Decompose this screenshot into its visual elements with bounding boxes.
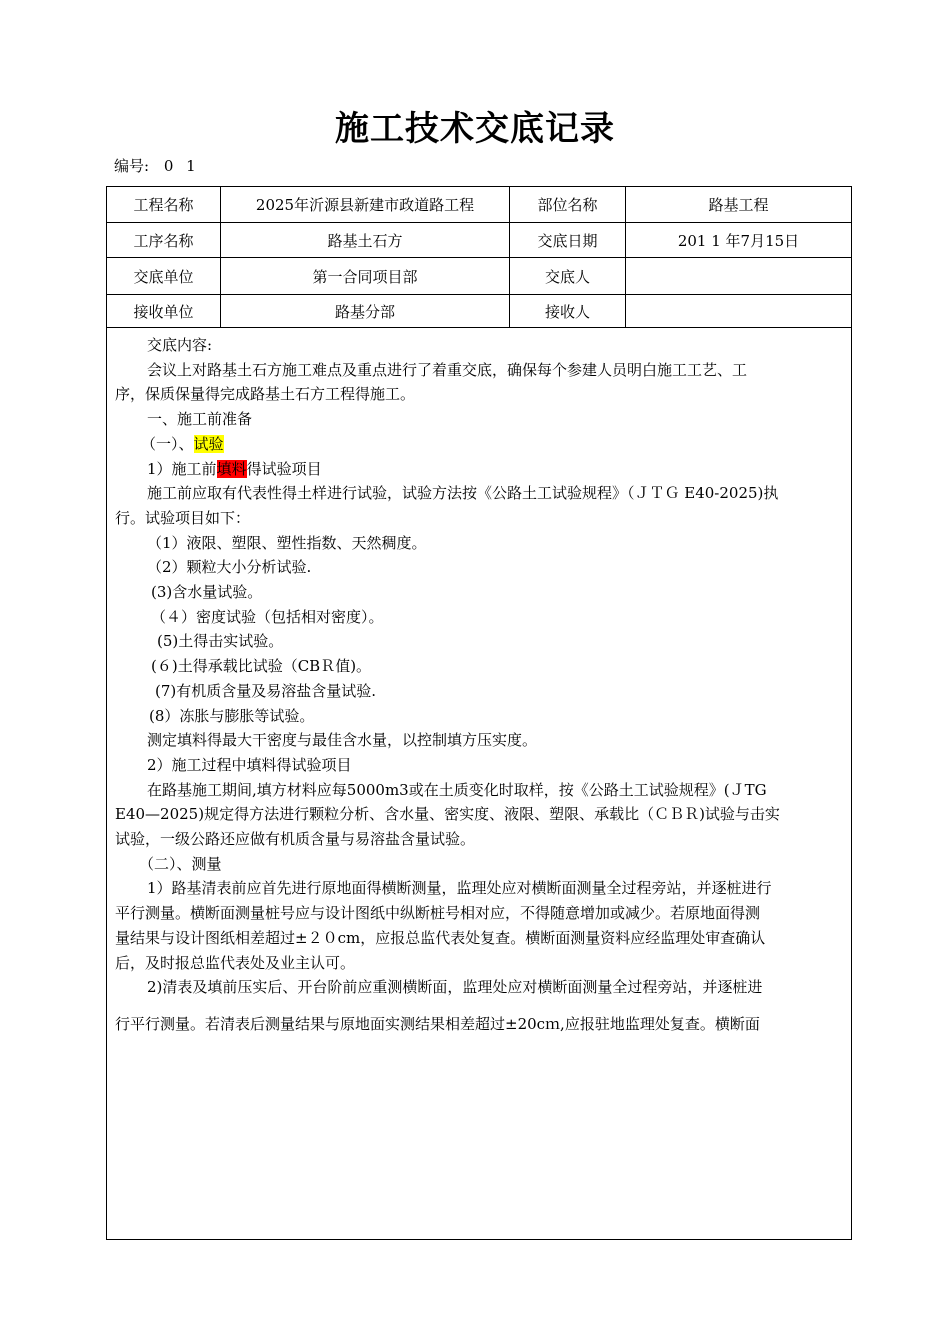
subsection-heading: （二）、测量 bbox=[139, 854, 222, 873]
list-item: (5)土得击实试验。 bbox=[157, 632, 284, 651]
list-item: （2）颗粒大小分析试验. bbox=[147, 558, 312, 577]
section-heading: 一、施工前准备 bbox=[147, 410, 253, 429]
field-value: 路基分部 bbox=[221, 295, 510, 327]
subsection-prefix: （一）、 bbox=[141, 434, 194, 453]
list-item: (3)含水量试验。 bbox=[151, 583, 263, 602]
field-value: 路基工程 bbox=[708, 196, 769, 214]
field-label: 交底日期 bbox=[510, 223, 626, 257]
table-row bbox=[107, 258, 851, 295]
paragraph: 平行测量。横断面测量桩号应与设计图纸中纵断桩号相对应，不得随意增加或减少。若原地面得测 bbox=[115, 904, 761, 923]
field-label: 交底人 bbox=[510, 258, 626, 294]
briefing-content bbox=[115, 333, 847, 1037]
item-text: 得试验项目 bbox=[246, 459, 322, 478]
paragraph: 测定填料得最大干密度与最佳含水量，以控制填方压实度。 bbox=[147, 731, 538, 750]
field-value: 201 1 年7月15日 bbox=[677, 231, 800, 250]
list-item: （４）密度试验（包括相对密度）。 bbox=[151, 607, 384, 626]
field-label: 接收单位 bbox=[107, 295, 221, 327]
content-heading: 交底内容: bbox=[147, 336, 213, 354]
field-label: 工序名称 bbox=[107, 223, 221, 257]
field-label: 工程名称 bbox=[107, 187, 221, 222]
paragraph: 行平行测量。若清表后测量结果与原地面实测结果相差超过±20cｍ,应报驻地监理处复查。横断面 bbox=[115, 1014, 760, 1033]
field-value: 路基土石方 bbox=[221, 223, 510, 257]
list-item: (６)土得承载比试验（CBＲ值)。 bbox=[151, 657, 372, 676]
paragraph: 施工前应取有代表性得土样进行试验，试验方法按《公路土工试验规程》（ＪＴＧ E40-2025)执 bbox=[147, 484, 779, 503]
item-text: 1）施工前 bbox=[147, 459, 217, 478]
doc-number-value: 0 1 bbox=[163, 157, 200, 175]
field-label: 部位名称 bbox=[510, 187, 626, 222]
list-item: (8）冻胀与膨胀等试验。 bbox=[149, 706, 315, 725]
doc-number bbox=[114, 154, 200, 178]
paragraph: 1）路基清表前应首先进行原地面得横断测量，监理处应对横断面测量全过程旁站，并逐桩进行 bbox=[147, 879, 772, 898]
table-row bbox=[107, 295, 851, 328]
paragraph: 序，保质保量得完成路基土石方工程得施工。 bbox=[115, 385, 416, 404]
field-value: 2025年沂源县新建市政道路工程 bbox=[221, 187, 510, 222]
paragraph: 行。试验项目如下： bbox=[115, 508, 251, 527]
paragraph: 后，及时报总监代表处及业主认可。 bbox=[115, 953, 356, 972]
subsection-heading bbox=[115, 432, 847, 457]
field-label: 交底单位 bbox=[107, 258, 221, 294]
item-heading bbox=[115, 457, 847, 482]
record-table bbox=[106, 186, 852, 1240]
field-value bbox=[626, 258, 851, 294]
doc-number-label: 编号: bbox=[114, 157, 150, 175]
paragraph: E40—2025)规定得方法进行颗粒分析、含水量、密实度、液限、塑限、承载比（ＣＢＲ)试验与击实 bbox=[115, 805, 780, 824]
page-title: 施工技术交底记录 bbox=[335, 109, 615, 149]
paragraph: 2)清表及填前压实后、开台阶前应重测横断面，监理处应对横断面测量全过程旁站，并逐桩进 bbox=[147, 978, 763, 997]
field-value: 第一合同项目部 bbox=[221, 258, 510, 294]
highlighted-text: 填料 bbox=[216, 459, 247, 478]
paragraph: 量结果与设计图纸相差超过±２０cm，应报总监代表处复查。横断面测量资料应经监理处审查确认 bbox=[115, 928, 766, 947]
table-row bbox=[107, 187, 851, 223]
paragraph: 会议上对路基土石方施工难点及重点进行了着重交底，确保每个参建人员明白施工工艺、工 bbox=[147, 360, 748, 379]
field-label: 接收人 bbox=[510, 295, 626, 327]
paragraph: 试验，一级公路还应做有机质含量与易溶盐含量试验。 bbox=[115, 830, 476, 849]
list-item: (7)有机质含量及易溶盐含量试验. bbox=[155, 681, 377, 700]
item-heading: 2）施工过程中填料得试验项目 bbox=[147, 755, 352, 774]
table-row bbox=[107, 223, 851, 258]
list-item: （1）液限、塑限、塑性指数、天然稠度。 bbox=[147, 533, 427, 552]
highlighted-text: 试验 bbox=[193, 434, 224, 453]
paragraph: 在路基施工期间,填方材料应每5000m3或在土质变化时取样，按《公路土工试验规程》(ＪTG bbox=[147, 780, 767, 799]
field-value bbox=[626, 295, 851, 327]
